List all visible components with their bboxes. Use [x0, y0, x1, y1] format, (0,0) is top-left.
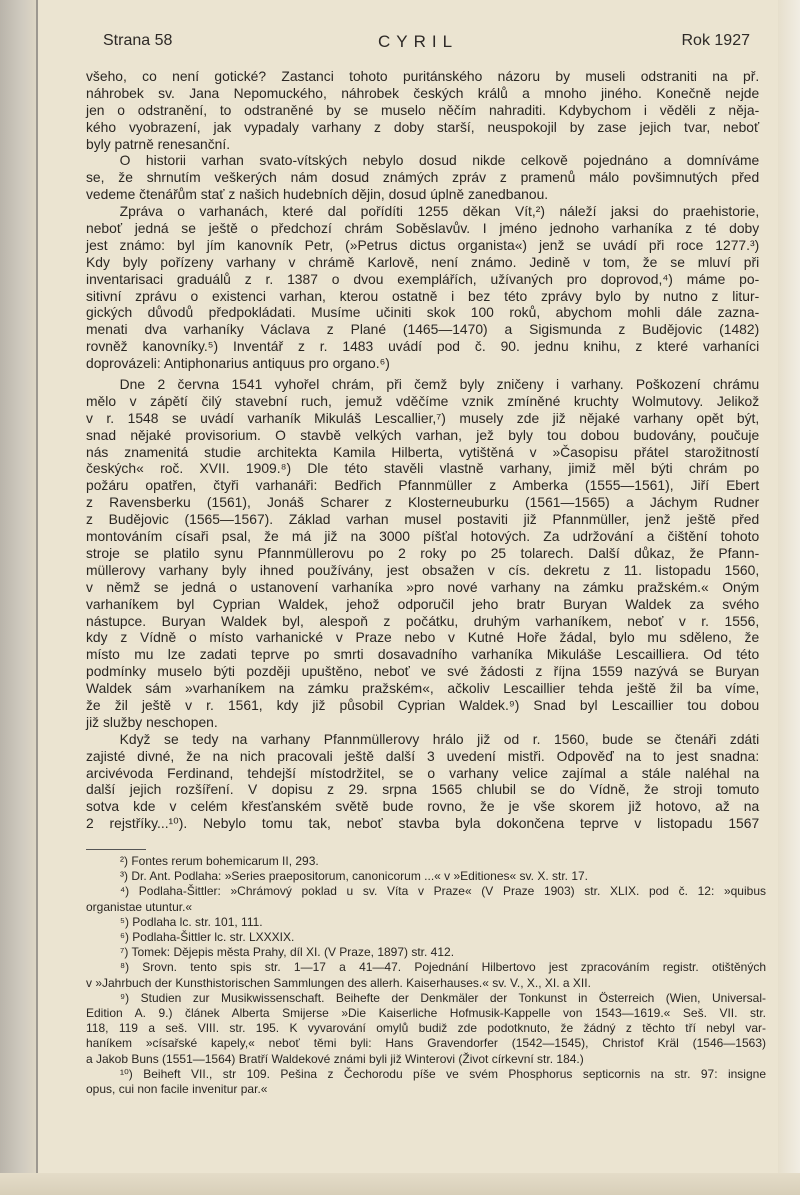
text-line: müllerovy varhany byly ihned používány, jest obsažen v cís. dekretu z 11. listopadu 1560, — [86, 561, 760, 578]
text-line: již služby neschopen. — [86, 713, 218, 730]
page-number: Strana 58 — [103, 32, 173, 49]
footnote-divider — [86, 849, 146, 850]
text-line: byly patrně renesanční. — [86, 135, 231, 152]
footnote — [86, 915, 766, 930]
footnote — [86, 930, 766, 945]
footnote-line: organistae utuntur.« — [86, 899, 193, 914]
text-line: v r. 1548 se uvádí varhaník Mikuláš Lescallier,⁷) musely zde již nějaké varhany opět být, — [86, 409, 760, 426]
text-line: z Ravensberku (1561), Jonáš Scharer z Klosterneuburku (1561—1565) a Jáchym Rudner — [86, 494, 760, 511]
footnote-line: ⁸) Srovn. tento spis str. 1—17 a 41—47. Pojednání Hilbertovo jest zpracováním registr. otištěných — [120, 960, 766, 975]
text-line: požáru opatřen, čtyři varhanáři: Bedřich Pfannmüller z Amberka (1555—1561), Jiří Ebert — [86, 477, 760, 494]
text-line: Zpráva o varhanách, které dal pořídíti 1255 děkan Vít,²) náleží jaksi do praehistorie, — [119, 203, 760, 220]
article-body — [86, 68, 759, 832]
text-line: se, že shrnutím veškerých nám dosud známých zpráv z pramenů málo povšimnutých před — [86, 169, 760, 186]
footnote-line: ⁴) Podlaha-Šittler: »Chrámový poklad u sv. Víta v Praze« (V Praze 1903) str. XLIX. pod č. 12: »quibus — [120, 884, 766, 899]
text-line: místo mu lze zadati teprve po smrti dosavadního varhaníka Mikuláše Lescailliera. Od této — [86, 646, 760, 663]
text-line: Dne 2 června 1541 vyhořel chrám, při čemž byly zničeny i varhany. Poškození chrámu — [119, 376, 760, 393]
paragraph — [86, 376, 759, 731]
paragraph — [86, 68, 759, 152]
text-line: v němž se jedná o ustanovení varhaníka »pro nové varhany na zámku pražském.« Oným — [86, 578, 760, 595]
text-line: gických důvodů předpokládati. Musíme učiniti skok 100 roků, abychom mohli dále zazna- — [86, 304, 760, 321]
paragraph — [86, 203, 759, 372]
footnote-line: ⁵) Podlaha lc. str. 101, 111. — [120, 914, 263, 929]
footnote-line: a Jakob Buns (1551—1564) Bratří Waldekové známi byli již Winterovi (Život církevní str. 184.) — [86, 1051, 584, 1066]
text-line: rovněž kanovníky.⁵) Inventář z r. 1483 uvádí pod č. 90. jednu knihu, z které varhaníci — [86, 338, 760, 355]
text-line: z Budějovic (1565—1567). Základ varhan musel postaviti již Pfannmüller, jenž ještě před — [86, 511, 760, 528]
footnote-line: v »Jahrbuch der Kunsthistorischen Sammlungen des allerh. Kaiserhauses.« sv. V., X., XI. a XII. — [86, 975, 591, 990]
text-line: kdy z Vídně o místo varhanické v Praze nebo v Kutné Hoře žádal, bylo mu sděleno, že — [86, 629, 760, 646]
footnote-line: ⁷) Tomek: Dějepis města Prahy, díl XI. (V Praze, 1897) str. 412. — [120, 945, 455, 960]
text-line: arcivévoda Ferdinand, tehdejší místodržitel, se o varhany velice zajímal a stále naléhal na — [86, 764, 760, 781]
text-line: montováním císaři psal, že má již na 3000 píšťal hotových. Za udržování a čištění tohoto — [86, 528, 760, 545]
text-line: všeho, co není gotické? Zastanci tohoto puritánského názoru by museli odstraniti na př. — [86, 68, 760, 84]
text-line: podmínky muselo býti později upuštěno, neboť ve své žádosti z října 1559 nazývá se Buryan — [86, 663, 760, 680]
text-line: 2 rejstříky...¹⁰). Nebylo tomu tak, neboť stavba byla dokončena teprve v listopadu 1567 — [86, 815, 760, 832]
footnote-line: ⁶) Podlaha-Šittler lc. str. LXXXIX. — [120, 930, 295, 945]
footnote-line: ¹⁰) Beiheft VII., str 109. Pešina z Čechorodu píše ve svém Phosphorus septicornis na str. 97: insigne — [120, 1066, 766, 1081]
text-line: kého vyobrazení, jak vypadaly varhany z doby starší, neuspokojil by zase jejich tvar, neboť — [86, 118, 760, 135]
text-line: stroje se platilo synu Pfannmüllerovu po 2 roky po 25 tolarech. Další důkaz, že Pfann- — [86, 544, 760, 561]
footnote-line: haníkem »císařské kapely,« neboť těmi byli: Hans Gravendorfer (1542—1545), Christof Kräl (1546—1563) — [86, 1036, 766, 1051]
footnote-line: opus, cui non facile invenitur par.« — [86, 1082, 268, 1097]
page-bottom-edge — [0, 1173, 800, 1195]
text-line: sitivní zprávu o existenci varhan, kterou ostatně i bez této zprávy bylo by nutno z litur- — [86, 287, 760, 304]
footnote-line: Edition A. 9.) článek Alberta Smijerse »Die Kaiserliche Hofmusik-Kappelle von 1543—1619.« Seš. VII. str. — [86, 1006, 766, 1021]
text-line: českých« roč. XVII. 1909.⁸) Dle této stavěli vlastně varhany, jimiž měl býti chrám po — [86, 460, 760, 477]
footnote — [86, 854, 766, 869]
footnote-line: ⁹) Studien zur Musikwissenschaft. Beihefte der Denkmäler der Tonkunst in Österreich (Wien, Universal- — [120, 990, 766, 1005]
footnote — [86, 991, 766, 1067]
text-line: O historii varhan svato-vítských nebylo dosud nikde celkově pojednáno a domníváme — [119, 152, 760, 169]
footnote — [86, 960, 766, 990]
page-right-edge — [778, 0, 800, 1195]
page-binding-shadow — [0, 0, 36, 1195]
text-line: náhrobek sv. Jana Nepomuckého, náhrobek českých králů a mnoho jiného. Konečně nejde — [86, 84, 760, 101]
footnote-line: ²) Fontes rerum bohemicarum II, 293. — [120, 854, 319, 868]
text-line: inventarisaci graduálů z r. 1387 o dvou exemplářích, užívaných pro doprovod,⁴) máme po- — [86, 270, 760, 287]
text-line: zajisté divné, že na nich pracovali ještě další 3 uvedení mistři. Odpověď na to jest snadna: — [86, 747, 760, 764]
footnote — [86, 884, 766, 914]
text-line: menati dva varhaníky Václava z Plané (1465—1470) a Sigismunda z Budějovic (1482) — [86, 321, 760, 338]
paragraph — [86, 731, 759, 832]
year: Rok 1927 — [681, 32, 750, 49]
text-line: nástupce. Buryan Waldek byl, alespoň z počátku, druhým varhaníkem, neboť v r. 1556, — [86, 612, 760, 629]
text-line: další jejich rozšíření. V dopisu z 29. srpna 1565 chlubil se do Vídně, že stroji tomuto — [86, 781, 760, 798]
text-line: Waldek sám »varhaníkem na zámku pražském«, ačkoliv Lescaillier tehda ještě žil ba víme, — [86, 680, 760, 697]
footnote-line: 118, 119 a seš. VIII. str. 195. K vyvarování omylů budiž zde podotknuto, že žádný z těchto tří nebyl var- — [86, 1021, 766, 1036]
text-line: doprovázeli: Antiphonarius antiquus pro organo.⁶) — [86, 355, 390, 372]
text-line: Když se tedy na varhany Pfannmüllerovy hrálo již od r. 1560, bude se čtenáři zdáti — [119, 730, 760, 747]
text-line: že žil ještě v r. 1561, kdy již působil Cyprian Waldek.⁹) Snad byl Lescaillier tou dobou — [86, 696, 760, 713]
text-line: neboť jedná se ještě o předchozí chrám Soběslavův. I jméno jednoho varhaníka z té doby — [86, 220, 760, 237]
footnote — [86, 869, 766, 884]
footnote — [86, 1067, 766, 1097]
text-line: varhaníkem byl Cyprian Waldek, jehož odporučil jeho bratr Buryan Waldek za svého — [86, 595, 760, 612]
footnote — [86, 945, 766, 960]
text-line: jen o odstranění, to odstraněné by se muselo něčím nahraditi. Kdybychom i věděli z něja- — [86, 101, 760, 118]
text-line: mělo v zápětí čilý stavební ruch, jemuž vděčíme vznik zmíněné kruchty Wolmutovy. Jelikož — [86, 392, 760, 409]
text-line: nás znamenitá studie architekta Kamila Hilberta, vytištěná v »Časopisu přátel starožitností — [86, 443, 760, 460]
footnotes — [86, 854, 766, 1097]
footnote-line: ³) Dr. Ant. Podlaha: »Series praepositorum, canonicorum ...« v »Editiones« sv. X. str. 17. — [120, 869, 589, 884]
running-header — [86, 32, 750, 56]
text-line: jest známo: byl jím kanovník Petr, (»Petrus dictus organista«) jenž se uvádí při roce 1277.³) — [86, 236, 760, 253]
text-line: snad nějaké provisorium. O stavbě velkých varhan, jež byly tou dobou budovány, poučuje — [86, 426, 760, 443]
paragraph — [86, 152, 759, 203]
text-line: sotva kde v celém křesťanském světě bude rovno, že je vše skorem již hotovo, až na — [86, 798, 760, 815]
text-line: vedeme čtenářům stať z našich hudebních dějin, dosud úplně zanedbanou. — [86, 186, 549, 203]
binding-edge — [36, 0, 38, 1195]
journal-title: CYRIL — [377, 32, 459, 51]
text-line: Kdy byly pořízeny varhany v chrámě Karlově, není známo. Jedině v tom, že se mluví při — [86, 253, 760, 270]
